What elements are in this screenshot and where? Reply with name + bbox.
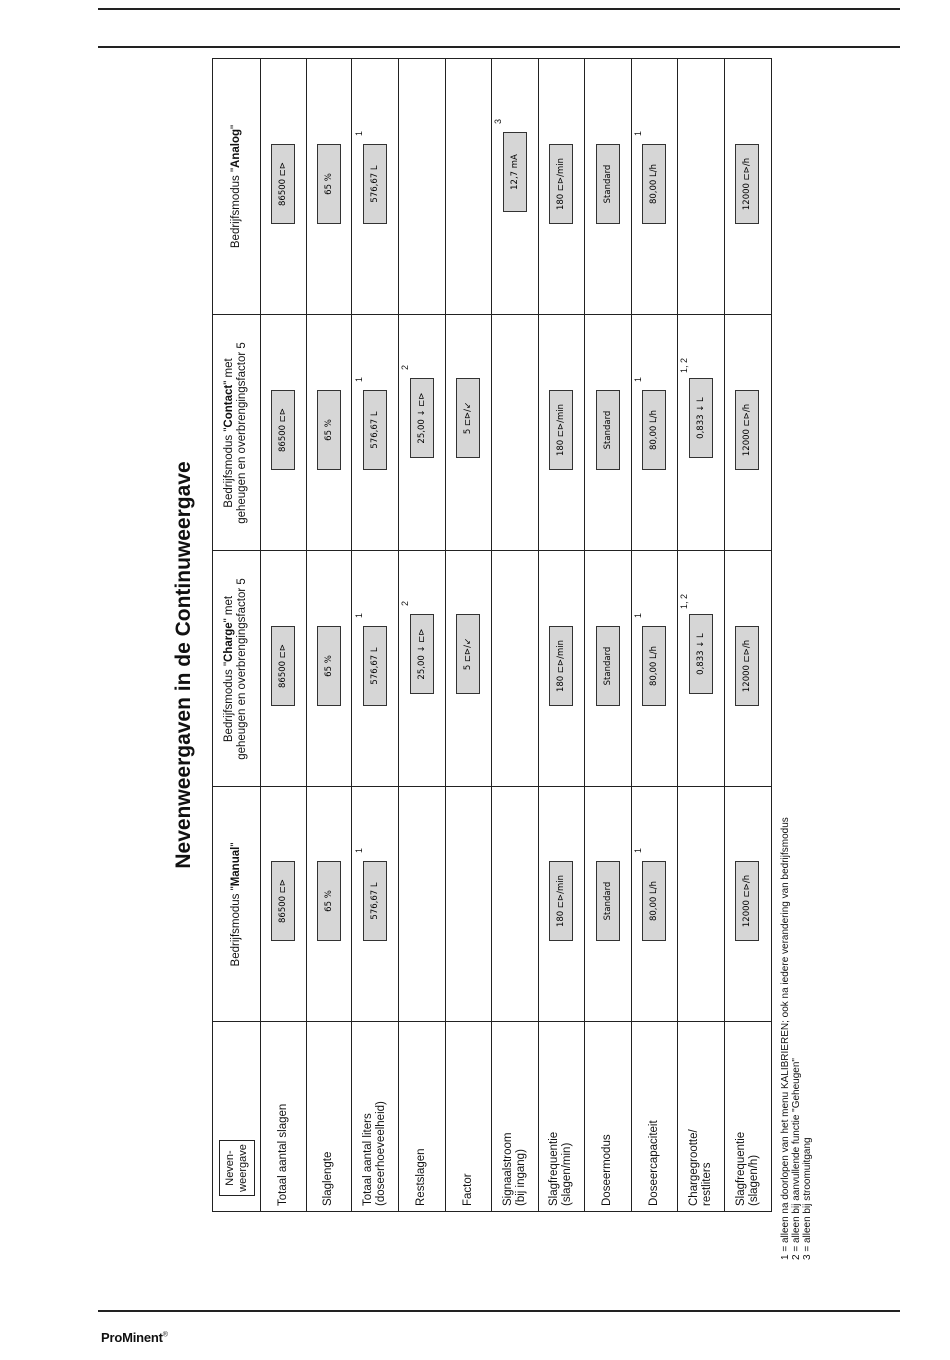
prominent-logo: ProMinent® — [101, 1330, 168, 1345]
lcd-stroke-length: 65 % — [317, 861, 341, 941]
lcd-stroke-frequency-h: 12000 ⊏⊳/h — [735, 144, 759, 224]
row-label-stroke-length: Slaglengte — [322, 1151, 334, 1206]
column-divider — [212, 1021, 772, 1022]
row-label-dosing-mode: Doseermodus — [601, 1134, 613, 1206]
lcd-factor: 5 ⊏⊳/↙ — [456, 378, 480, 458]
footnote-ref: 2 — [400, 600, 410, 606]
column-header-contact: Bedrijfsmodus "Contact" met geheugen en overbrengingsfactor 5 — [223, 342, 248, 524]
lcd-dosing-capacity: 80,00 L/h — [642, 390, 666, 470]
footnote-ref: 1 — [354, 376, 364, 382]
lcd-signal-current: 12,7 mA — [503, 132, 527, 212]
lcd-dosing-capacity: 80,00 L/h — [642, 626, 666, 706]
lcd-stroke-length: 65 % — [317, 626, 341, 706]
lcd-charge-size: 0,833 ↓ L — [689, 378, 713, 458]
row-divider — [351, 58, 352, 1212]
lcd-dosing-mode: Standard — [596, 144, 620, 224]
row-divider — [260, 58, 261, 1212]
row-divider — [491, 58, 492, 1212]
lcd-rest-strokes: 25,00 ↓ ⊏⊳ — [410, 378, 434, 458]
lcd-total-strokes: 86500 ⊏⊳ — [271, 144, 295, 224]
footer-rule — [98, 1310, 900, 1312]
lcd-charge-size: 0,833 ↓ L — [689, 614, 713, 694]
rotated-page-content — [120, 60, 815, 1270]
header-rule — [98, 46, 900, 48]
lcd-stroke-frequency-min: 180 ⊏⊳/min — [549, 861, 573, 941]
footnote-ref: 1 — [633, 847, 643, 853]
lcd-total-liters: 576,67 L — [363, 626, 387, 706]
lcd-stroke-frequency-h: 12000 ⊏⊳/h — [735, 626, 759, 706]
lcd-total-strokes: 86500 ⊏⊳ — [271, 390, 295, 470]
footnote-ref: 1, 2 — [679, 593, 689, 609]
row-divider — [306, 58, 307, 1212]
row-label-total-strokes: Totaal aantal slagen — [276, 1103, 289, 1206]
row-divider — [724, 58, 725, 1212]
row-divider — [677, 58, 678, 1212]
lcd-stroke-frequency-h: 12000 ⊏⊳/h — [735, 861, 759, 941]
column-divider — [212, 550, 772, 551]
row-label-stroke-frequency-h: Slagfrequentie (slagen/h) — [735, 1131, 760, 1206]
lcd-stroke-length: 65 % — [317, 144, 341, 224]
row-divider — [631, 58, 632, 1212]
footnote-ref: 1 — [354, 130, 364, 136]
page-title: Nevenweergaven in de Continuweergave — [172, 461, 195, 869]
footnote-ref: 1 — [354, 847, 364, 853]
column-header-analog: Bedrijfsmodus "Analog" — [229, 124, 242, 249]
top-rule — [98, 8, 900, 10]
row-label-charge-size: Chargegrootte/ restliters — [687, 1129, 713, 1206]
lcd-dosing-mode: Standard — [596, 626, 620, 706]
row-label-signal-current: Signaalstroom (bij ingang) — [501, 1132, 527, 1206]
row-divider — [445, 58, 446, 1212]
lcd-dosing-capacity: 80,00 L/h — [642, 144, 666, 224]
lcd-dosing-mode: Standard — [596, 390, 620, 470]
lcd-dosing-mode: Standard — [596, 861, 620, 941]
table-frame — [212, 58, 772, 1212]
display-table — [212, 58, 772, 1212]
lcd-stroke-frequency-h: 12000 ⊏⊳/h — [735, 390, 759, 470]
row-label-stroke-frequency-min: Slagfrequentie (slagen/min) — [548, 1131, 573, 1206]
lcd-total-strokes: 86500 ⊏⊳ — [271, 861, 295, 941]
column-header-manual: Bedrijfsmodus "Manual" — [229, 842, 242, 967]
footnote-ref: 1, 2 — [679, 357, 689, 373]
lcd-total-liters: 576,67 L — [363, 861, 387, 941]
footnote-ref: 1 — [354, 612, 364, 618]
row-label-rest-strokes: Restslagen — [415, 1148, 427, 1206]
lcd-total-liters: 576,67 L — [363, 390, 387, 470]
lcd-total-strokes: 86500 ⊏⊳ — [271, 626, 295, 706]
footnote-2: 2 = alleen bij aanvullende functie "Geheugen" — [791, 1058, 802, 1260]
corner-header: Neven- weergave — [219, 1140, 255, 1196]
row-divider — [584, 58, 585, 1212]
row-label-factor: Factor — [461, 1173, 474, 1206]
footnote-ref: 1 — [633, 130, 643, 136]
row-divider — [538, 58, 539, 1212]
lcd-dosing-capacity: 80,00 L/h — [642, 861, 666, 941]
lcd-stroke-frequency-min: 180 ⊏⊳/min — [549, 144, 573, 224]
lcd-stroke-frequency-min: 180 ⊏⊳/min — [549, 390, 573, 470]
row-label-dosing-capacity: Doseercapaciteit — [647, 1120, 660, 1206]
footnote-3: 3 = alleen bij stroomuitgang — [802, 1137, 813, 1260]
footnote-ref: 2 — [400, 364, 410, 370]
footnote-ref: 1 — [633, 376, 643, 382]
column-divider — [212, 786, 772, 787]
column-header-charge: Bedrijfsmodus "Charge" met geheugen en overbrengingsfactor 5 — [223, 578, 248, 760]
footnote-ref: 3 — [493, 118, 503, 124]
row-divider — [398, 58, 399, 1212]
lcd-factor: 5 ⊏⊳/↙ — [456, 614, 480, 694]
footnote-ref: 1 — [633, 612, 643, 618]
column-divider — [212, 314, 772, 315]
lcd-total-liters: 576,67 L — [363, 144, 387, 224]
lcd-stroke-frequency-min: 180 ⊏⊳/min — [549, 626, 573, 706]
lcd-rest-strokes: 25,00 ↓ ⊏⊳ — [410, 614, 434, 694]
row-label-total-liters: Totaal aantal liters (doseerhoeveelheid) — [361, 1101, 387, 1206]
lcd-stroke-length: 65 % — [317, 390, 341, 470]
footnote-1: 1 = alleen na doorlopen van het menu KALIBRIEREN; ook na iedere verandering van bedrijfsmodus — [780, 817, 791, 1260]
